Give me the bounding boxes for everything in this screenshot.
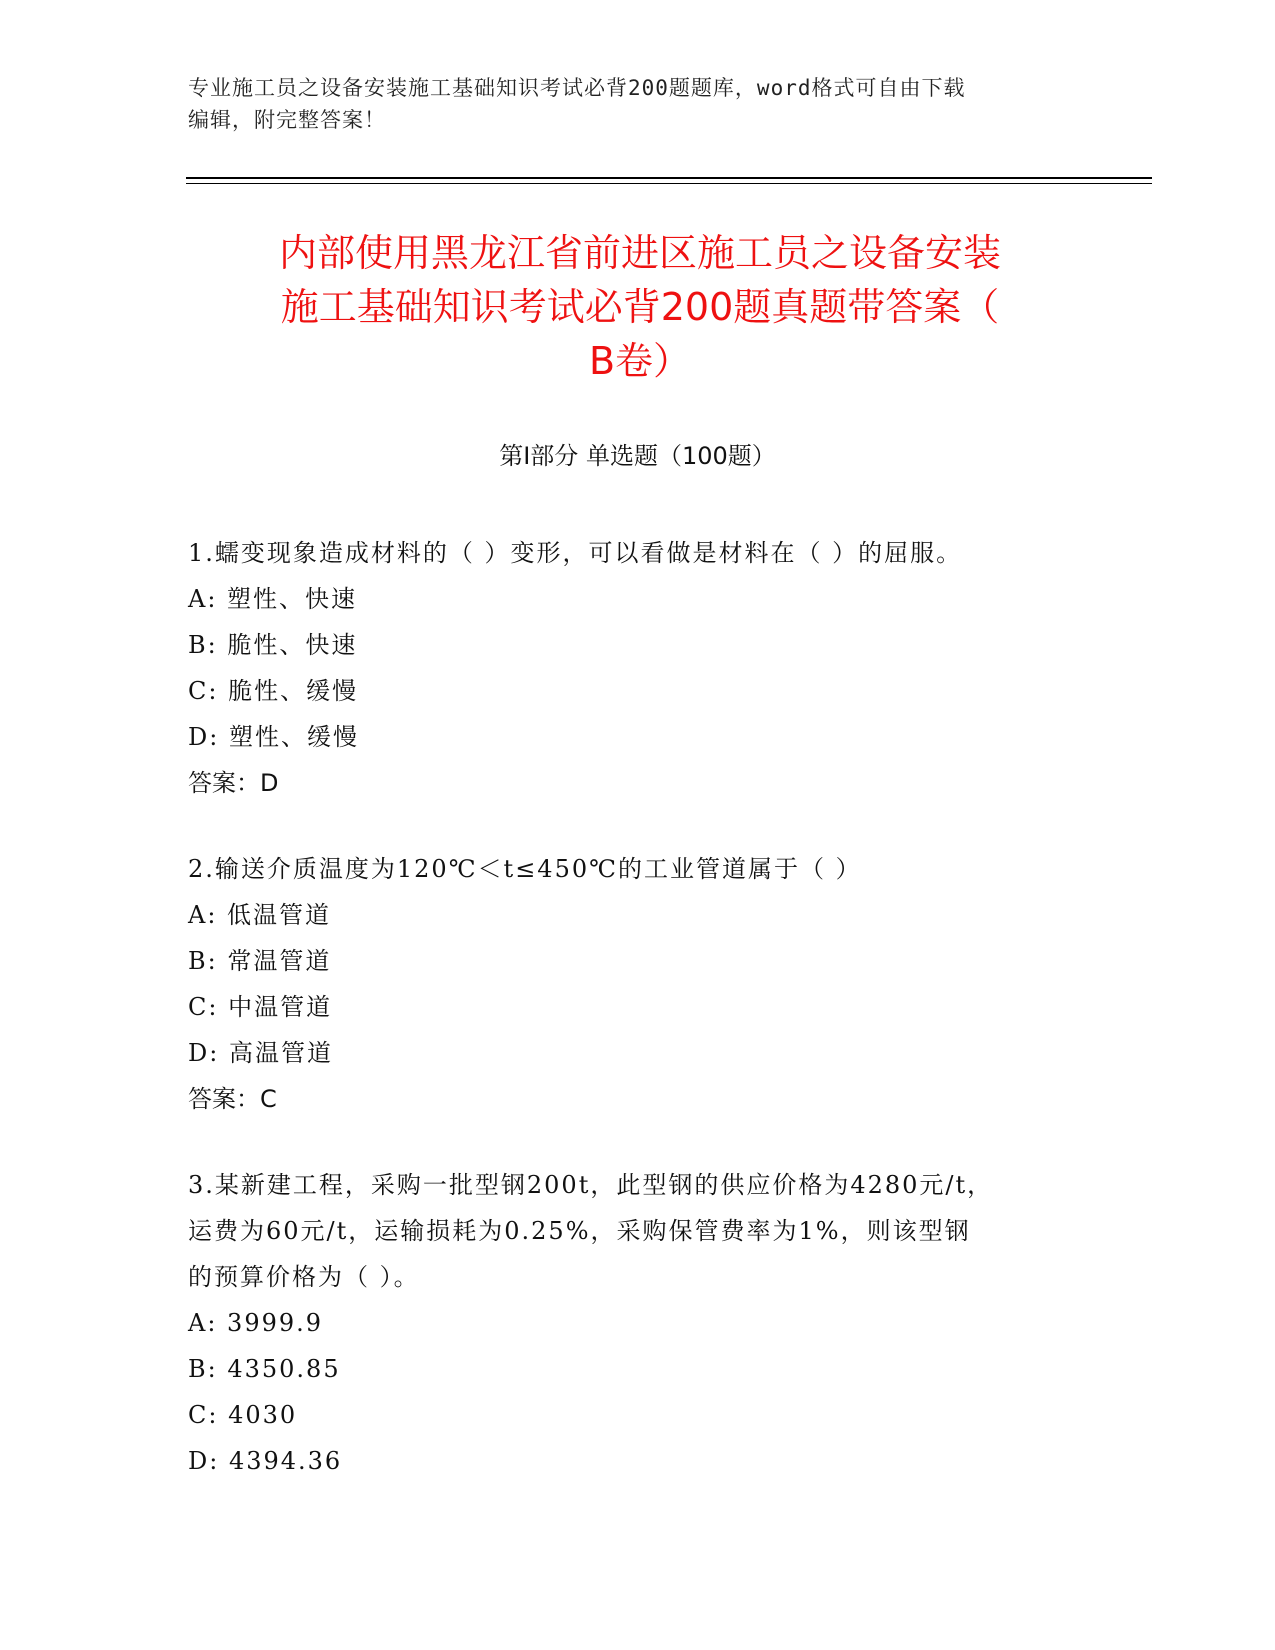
question-stem: 1.蠕变现象造成材料的（ ）变形，可以看做是材料在（ ）的屈服。 xyxy=(188,539,963,567)
option-c: C: 4030 xyxy=(188,1401,298,1429)
option-c: C: 脆性、缓慢 xyxy=(188,677,359,705)
option-d: D: 4394.36 xyxy=(188,1447,343,1475)
header-note-line-2: 编辑，附完整答案！ xyxy=(188,108,386,132)
question-stem: 2.输送介质温度为120℃＜t≤450℃的工业管道属于（ ） xyxy=(188,855,862,883)
option-a: A: 塑性、快速 xyxy=(188,585,358,613)
document-title xyxy=(190,226,1090,388)
answer: 答案：D xyxy=(188,769,279,797)
header-note xyxy=(188,72,1088,136)
question-1 xyxy=(188,530,1068,806)
option-b: B: 脆性、快速 xyxy=(188,631,358,659)
header-note-line-1: 专业施工员之设备安装施工基础知识考试必背200题题库，word格式可自由下载 xyxy=(188,76,966,100)
answer: 答案：C xyxy=(188,1085,277,1113)
option-a: A: 3999.9 xyxy=(188,1309,324,1337)
question-2 xyxy=(188,846,1068,1122)
document-title-line-1: 内部使用黑龙江省前进区施工员之设备安装 xyxy=(278,231,1001,275)
option-b: B: 常温管道 xyxy=(188,947,332,975)
document-title-line-3: B卷） xyxy=(588,339,692,383)
question-3 xyxy=(188,1162,1068,1484)
option-d: D: 高温管道 xyxy=(188,1039,333,1067)
document-title-line-2: 施工基础知识考试必背200题真题带答案（ xyxy=(280,285,1000,329)
section-title: 第I部分 单选题（100题） xyxy=(499,442,776,470)
option-d: D: 塑性、缓慢 xyxy=(188,723,359,751)
question-stem-line-3: 的预算价格为（ ）。 xyxy=(188,1263,420,1291)
question-list xyxy=(188,530,1068,1524)
question-stem-line-2: 运费为60元/t，运输损耗为0.25%，采购保管费率为1%，则该型钢 xyxy=(188,1217,971,1245)
header-divider-thick xyxy=(186,177,1152,179)
option-b: B: 4350.85 xyxy=(188,1355,341,1383)
option-a: A: 低温管道 xyxy=(188,901,332,929)
question-stem-line-1: 3.某新建工程，采购一批型钢200t，此型钢的供应价格为4280元/t， xyxy=(188,1171,994,1199)
header-divider-thin xyxy=(186,183,1152,184)
option-c: C: 中温管道 xyxy=(188,993,333,1021)
